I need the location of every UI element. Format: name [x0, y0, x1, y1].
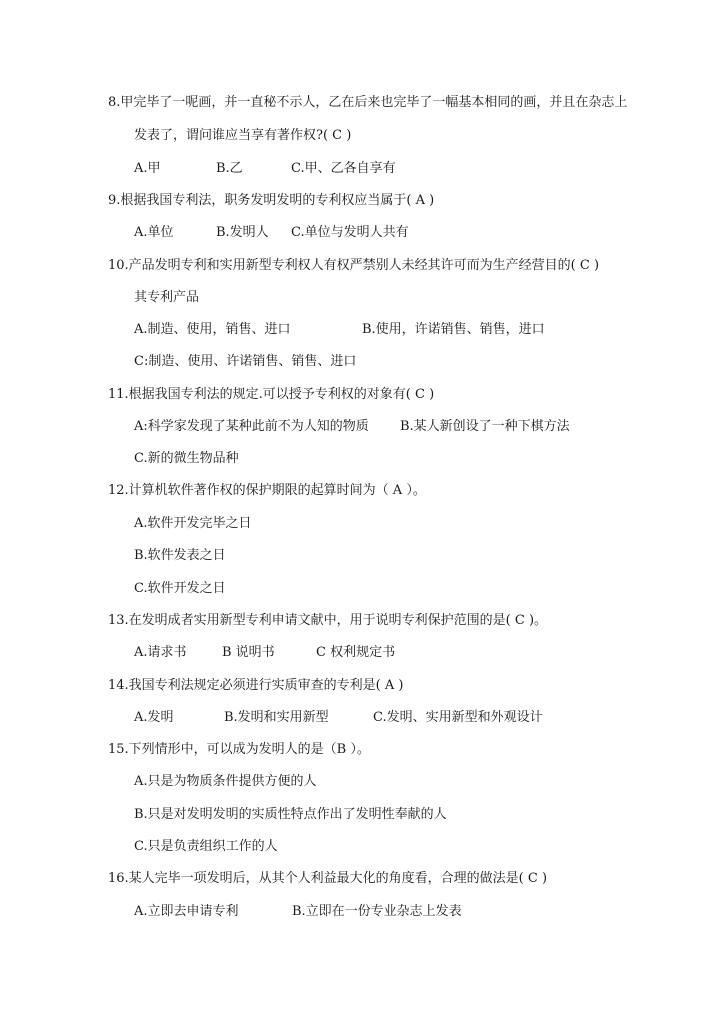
question-10-stem: 10.产品发明专利和实用新型专利权人有权严禁别人未经其许可而为生产经营目的( C )	[108, 258, 600, 273]
question-12-stem: 12.计算机软件著作权的保护期限的起算时间为（ A ）。	[108, 483, 426, 498]
option-a: A.立即去申请专利	[134, 904, 239, 919]
question-13-stem: 13.在发明成者实用新型专利申请文献中，用于说明专利保护范围的是( C )。	[108, 613, 548, 628]
option-a: A.请求书	[134, 645, 187, 660]
question-10-stem-continued: 其专利产品	[134, 290, 200, 305]
option-b: B 说明书	[222, 645, 275, 660]
option-b: B.只是对发明发明的实质性特点作出了发明性奉献的人	[134, 807, 447, 822]
option-a: A.只是为物质条件提供方便的人	[134, 774, 317, 789]
question-16-stem: 16.某人完毕一项发明后，从其个人利益最大化的角度看，合理的做法是( C )	[108, 871, 548, 886]
question-14-stem: 14.我国专利法规定必须进行实质审查的专利是( A )	[108, 678, 404, 693]
option-a: A.发明	[134, 710, 174, 725]
option-a: A.制造、使用，销售、进口	[134, 322, 291, 337]
option-a: A:科学家发现了某种此前不为人知的物质	[134, 419, 369, 434]
question-15-stem: 15.下列情形中，可以成为发明人的是（B ）。	[108, 742, 370, 757]
option-c: C:制造、使用、许诺销售、销售、进口	[134, 354, 357, 369]
option-b: B.发明人	[216, 225, 269, 240]
option-a: A.软件开发完毕之日	[134, 516, 252, 531]
option-a: A.单位	[134, 225, 174, 240]
option-c: C.甲、乙各自享有	[291, 161, 396, 176]
question-9-stem: 9.根据我国专利法，职务发明发明的专利权应当属于( A )	[108, 193, 435, 208]
option-b: B.乙	[216, 161, 243, 176]
question-8-stem: 8.甲完毕了一呢画，并一直秘不示人，乙在后来也完毕了一幅基本相同的画，并且在杂志上	[108, 95, 628, 110]
question-8-stem-continued: 发表了，谓问谁应当享有著作权?( C )	[134, 128, 352, 143]
option-c: C.发明、实用新型和外观设计	[373, 710, 543, 725]
option-c: C 权利规定书	[316, 645, 396, 660]
option-b: B.软件发表之日	[134, 548, 226, 563]
option-c: C.只是负责组织工作的人	[134, 839, 278, 854]
option-c: C.单位与发明人共有	[291, 225, 409, 240]
option-b: B.使用，许诺销售、销售，进口	[362, 322, 545, 337]
option-a: A.甲	[134, 161, 161, 176]
option-b: B.发明和实用新型	[224, 710, 329, 725]
question-11-stem: 11.根据我国专利法的规定.可以授予专利权的对象有( C )	[108, 387, 435, 402]
option-c: C.新的微生物品种	[134, 451, 239, 466]
option-b: B.某人新创设了一种下棋方法	[400, 419, 570, 434]
option-b: B.立即在一份专业杂志上发表	[292, 904, 462, 919]
option-c: C.软件开发之日	[134, 581, 226, 596]
